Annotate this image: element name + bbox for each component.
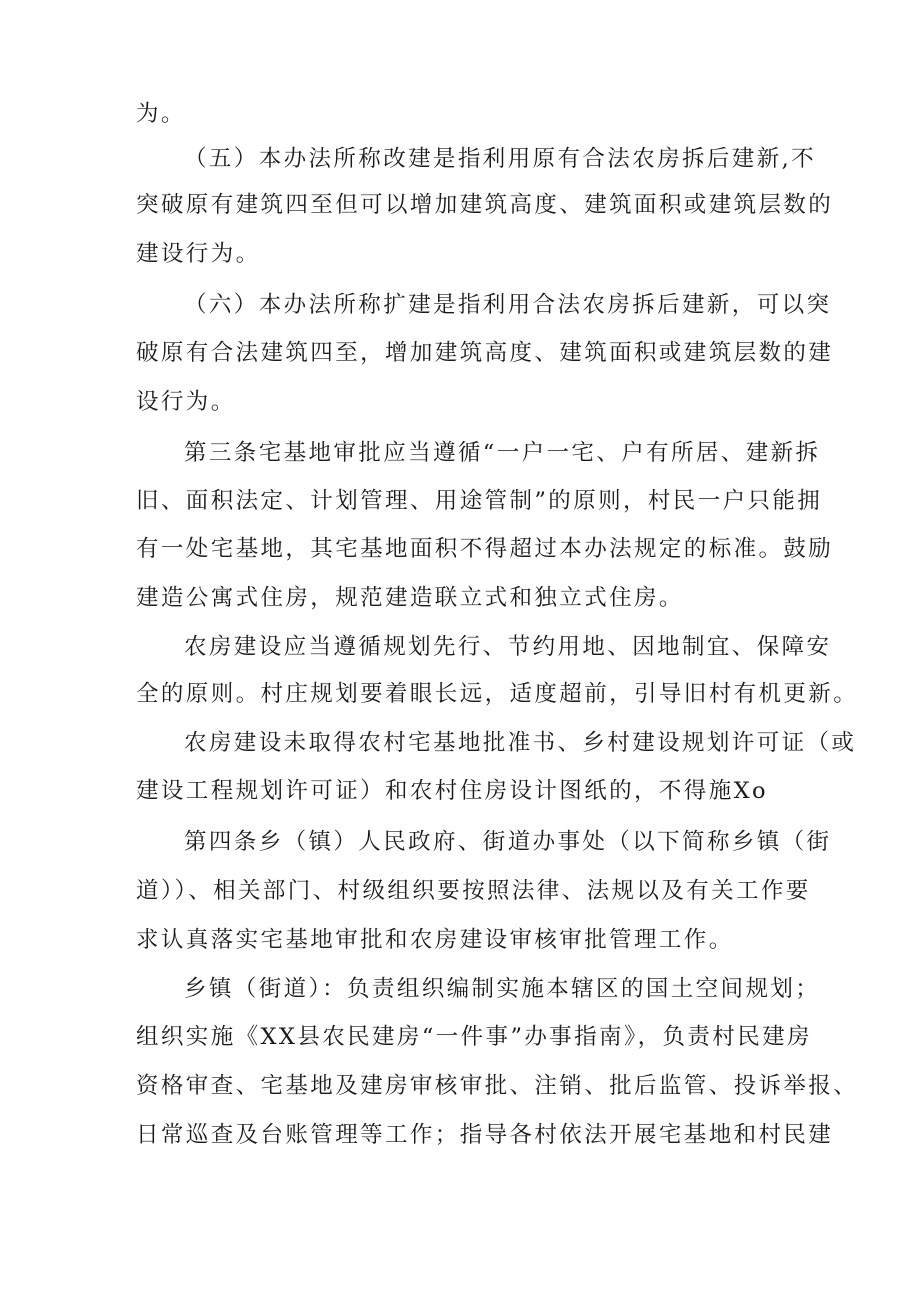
paragraph-line: 建造公寓式住房，规范建造联立式和独立式住房。	[136, 585, 684, 611]
paragraph-line: 资格审查、宅基地及建房审核审批、注销、批后监管、投诉举报、	[136, 1073, 859, 1099]
paragraph-line: 农房建设未取得农村宅基地批准书、乡村建设规划许可证（或	[184, 730, 857, 756]
paragraph-line: （六）本办法所称扩建是指利用合法农房拆后建新，可以突	[184, 292, 832, 318]
text-line: 为。	[136, 101, 186, 127]
paragraph-line: 突破原有建筑四至但可以增加建筑高度、建筑面积或建筑层数的	[136, 192, 834, 218]
paragraph-line: 日常巡查及台账管理等工作；指导各村依法开展宅基地和村民建	[136, 1122, 834, 1148]
paragraph-line: 建设行为。	[136, 241, 261, 267]
paragraph-line: 旧、面积法定、计划管理、用途管制”的原则，村民一户只能拥	[136, 488, 823, 514]
paragraph-line: （五）本办法所称改建是指利用原有合法农房拆后建新,不	[184, 146, 817, 172]
paragraph-line: 求认真落实宅基地审批和农房建设审核审批管理工作。	[136, 927, 734, 953]
paragraph-line: 第三条宅基地审批应当遵循“一户一宅、户有所居、建新拆	[184, 440, 821, 466]
paragraph-line: 建设工程规划许可证）和农村住房设计图纸的，不得施Xo	[136, 778, 768, 804]
paragraph-line: 有一处宅基地，其宅基地面积不得超过本办法规定的标准。鼓励	[136, 536, 834, 562]
paragraph-line: 道））、相关部门、村级组织要按照法律、法规以及有关工作要	[136, 878, 811, 904]
paragraph-line: 农房建设应当遵循规划先行、节约用地、因地制宜、保障安	[184, 634, 832, 660]
paragraph-line: 设行为。	[136, 389, 236, 415]
paragraph-line: 第四条乡（镇）人民政府、街道办事处（以下简称乡镇（街	[184, 829, 832, 855]
paragraph-line: 组织实施《XX县农民建房“一件事”办事指南》，负责村民建房	[136, 1024, 812, 1050]
paragraph-line: 乡镇（街道）：负责组织编制实施本辖区的国土空间规划；	[184, 976, 821, 1002]
paragraph-line: 破原有合法建筑四至，增加建筑高度、建筑面积或建筑层数的建	[136, 340, 834, 366]
paragraph-line: 全的原则。村庄规划要着眼长远，适度超前，引导旧村有机更新。	[136, 681, 859, 707]
